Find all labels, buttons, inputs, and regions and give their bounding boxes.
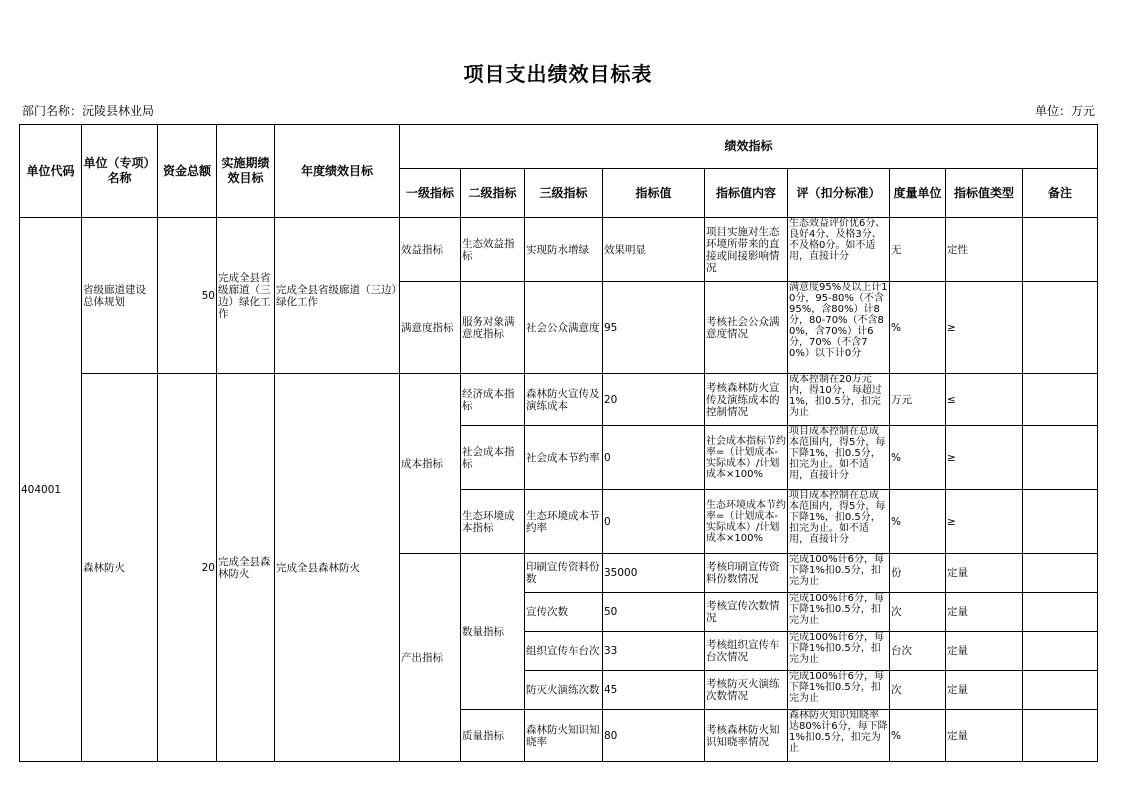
header-period-goal: 实施期绩效目标 <box>217 125 275 218</box>
scoring-cell: 完成100%计6分，每下降1%扣0.5分，扣完为止 <box>788 632 890 671</box>
value-cell: 33 <box>603 632 705 671</box>
value-cell: 45 <box>603 671 705 710</box>
unit-cell: 无 <box>890 218 946 282</box>
project-fund: 20 <box>158 374 217 762</box>
unit-cell: % <box>890 282 946 374</box>
remark-cell <box>1023 490 1098 554</box>
content-cell: 考核组织宣传车台次情况 <box>705 632 788 671</box>
scoring-cell: 完成100%计6分，每下降1%扣0.5分，扣完为止 <box>788 554 890 593</box>
remark-cell <box>1023 554 1098 593</box>
level3-cell: 社会公众满意度 <box>525 282 603 374</box>
project-annual-goal: 完成全县省级廊道（三边）绿化工作 <box>275 218 400 374</box>
type-cell: ≥ <box>946 490 1023 554</box>
header-remark: 备注 <box>1023 169 1098 218</box>
content-cell: 考核森林防火宣传及演练成本的控制情况 <box>705 374 788 426</box>
type-cell: 定量 <box>946 671 1023 710</box>
level1-cell: 产出指标 <box>400 554 461 762</box>
level2-cell: 经济成本指标 <box>461 374 525 426</box>
content-cell: 生态环境成本节约率=（计划成本-实际成本）/计划成本×100% <box>705 490 788 554</box>
value-cell: 0 <box>603 426 705 490</box>
level3-cell: 防灭火演练次数 <box>525 671 603 710</box>
level2-cell: 生态效益指标 <box>461 218 525 282</box>
header-value-type: 指标值类型 <box>946 169 1023 218</box>
department-label: 部门名称：沅陵县林业局 <box>22 104 155 118</box>
remark-cell <box>1023 710 1098 762</box>
content-cell: 考核森林防火知识知晓率情况 <box>705 710 788 762</box>
unit-label: 单位：万元 <box>1034 104 1095 118</box>
header-measure-unit: 度量单位 <box>890 169 946 218</box>
header-level1: 一级指标 <box>400 169 461 218</box>
scoring-cell: 森林防火知识知晓率达80%计6分，每下降1%扣0.5分，扣完为止 <box>788 710 890 762</box>
level3-cell: 生态环境成本节约率 <box>525 490 603 554</box>
type-cell: ≤ <box>946 374 1023 426</box>
unit-cell: 份 <box>890 554 946 593</box>
type-cell: 定性 <box>946 218 1023 282</box>
content-cell: 考核社会公众满意度情况 <box>705 282 788 374</box>
performance-table <box>19 124 1098 762</box>
type-cell: 定量 <box>946 593 1023 632</box>
content-cell: 考核防灭火演练次数情况 <box>705 671 788 710</box>
remark-cell <box>1023 374 1098 426</box>
value-cell: 35000 <box>603 554 705 593</box>
project-name: 森林防火 <box>82 374 158 762</box>
level2-cell: 服务对象满意度指标 <box>461 282 525 374</box>
header-annual-goal: 年度绩效目标 <box>275 125 400 218</box>
value-cell: 50 <box>603 593 705 632</box>
level3-cell: 组织宣传车台次 <box>525 632 603 671</box>
content-cell: 考核印刷宣传资料份数情况 <box>705 554 788 593</box>
level2-cell: 数量指标 <box>461 554 525 710</box>
type-cell: 定量 <box>946 554 1023 593</box>
page-title: 项目支出绩效目标表 <box>463 62 653 86</box>
header-unit-code: 单位代码 <box>20 125 82 218</box>
unit-cell: 万元 <box>890 374 946 426</box>
unit-cell: % <box>890 426 946 490</box>
header-value: 指标值 <box>603 169 705 218</box>
content-cell: 社会成本指标节约率=（计划成本-实际成本）/计划成本×100% <box>705 426 788 490</box>
level2-cell: 生态环境成本指标 <box>461 490 525 554</box>
header-value-content: 指标值内容 <box>705 169 788 218</box>
value-cell: 0 <box>603 490 705 554</box>
project-annual-goal: 完成全县森林防火 <box>275 374 400 762</box>
type-cell: 定量 <box>946 632 1023 671</box>
scoring-cell: 项目成本控制在总成本范围内，得5分，每下降1%，扣0.5分，扣完为止。如不适用，直接计分 <box>788 490 890 554</box>
level1-cell: 满意度指标 <box>400 282 461 374</box>
value-cell: 20 <box>603 374 705 426</box>
remark-cell <box>1023 632 1098 671</box>
unit-cell: 次 <box>890 671 946 710</box>
remark-cell <box>1023 282 1098 374</box>
level3-cell: 森林防火知识知晓率 <box>525 710 603 762</box>
scoring-cell: 完成100%计6分，每下降1%扣0.5分，扣完为止 <box>788 593 890 632</box>
project-period-goal: 完成全县省级廊道（三边）绿化工作 <box>217 218 275 374</box>
scoring-cell: 满意度95%及以上计10分，95-80%（不含95%，含80%）计8分，80-70%（不含80%，含70%）计6分，70%（不含70%）以下计0分 <box>788 282 890 374</box>
level3-cell: 实现防水增绿 <box>525 218 603 282</box>
unit-cell: 台次 <box>890 632 946 671</box>
unit-cell: % <box>890 710 946 762</box>
scoring-cell: 成本控制在20万元内，得10分，每超过1%，扣0.5分，扣完为止 <box>788 374 890 426</box>
value-cell: 80 <box>603 710 705 762</box>
remark-cell <box>1023 426 1098 490</box>
header-performance-indicators: 绩效指标 <box>400 125 1098 169</box>
table-row <box>20 374 1098 426</box>
level1-cell: 效益指标 <box>400 218 461 282</box>
value-cell: 95 <box>603 282 705 374</box>
project-name: 省级廊道建设总体规划 <box>82 218 158 374</box>
type-cell: 定量 <box>946 710 1023 762</box>
header-fund-total: 资金总额 <box>158 125 217 218</box>
header-unit-name: 单位（专项）名称 <box>82 125 158 218</box>
header-scoring: 评（扣分标准） <box>788 169 890 218</box>
content-cell: 项目实施对生态环境所带来的直接或间接影响情况 <box>705 218 788 282</box>
content-cell: 考核宣传次数情况 <box>705 593 788 632</box>
header-level3: 三级指标 <box>525 169 603 218</box>
value-cell: 效果明显 <box>603 218 705 282</box>
project-period-goal: 完成全县森林防火 <box>217 374 275 762</box>
remark-cell <box>1023 671 1098 710</box>
unit-cell: % <box>890 490 946 554</box>
level2-cell: 质量指标 <box>461 710 525 762</box>
scoring-cell: 生态效益评价优6分、良好4分、及格3分、不及格0分。如不适用，直接计分 <box>788 218 890 282</box>
table-row <box>20 218 1098 282</box>
type-cell: ≥ <box>946 426 1023 490</box>
type-cell: ≥ <box>946 282 1023 374</box>
unit-cell: 次 <box>890 593 946 632</box>
scoring-cell: 完成100%计6分，每下降1%扣0.5分，扣完为止 <box>788 671 890 710</box>
scoring-cell: 项目成本控制在总成本范围内，得5分，每下降1%，扣0.5分，扣完为止。如不适用，直接计分 <box>788 426 890 490</box>
project-fund: 50 <box>158 218 217 374</box>
remark-cell <box>1023 593 1098 632</box>
level2-cell: 社会成本指标 <box>461 426 525 490</box>
level3-cell: 社会成本节约率 <box>525 426 603 490</box>
level3-cell: 印刷宣传资料份数 <box>525 554 603 593</box>
level3-cell: 森林防火宣传及演练成本 <box>525 374 603 426</box>
level1-cell: 成本指标 <box>400 374 461 554</box>
header-level2: 二级指标 <box>461 169 525 218</box>
level3-cell: 宣传次数 <box>525 593 603 632</box>
remark-cell <box>1023 218 1098 282</box>
unit-code-cell: 404001 <box>20 218 82 762</box>
